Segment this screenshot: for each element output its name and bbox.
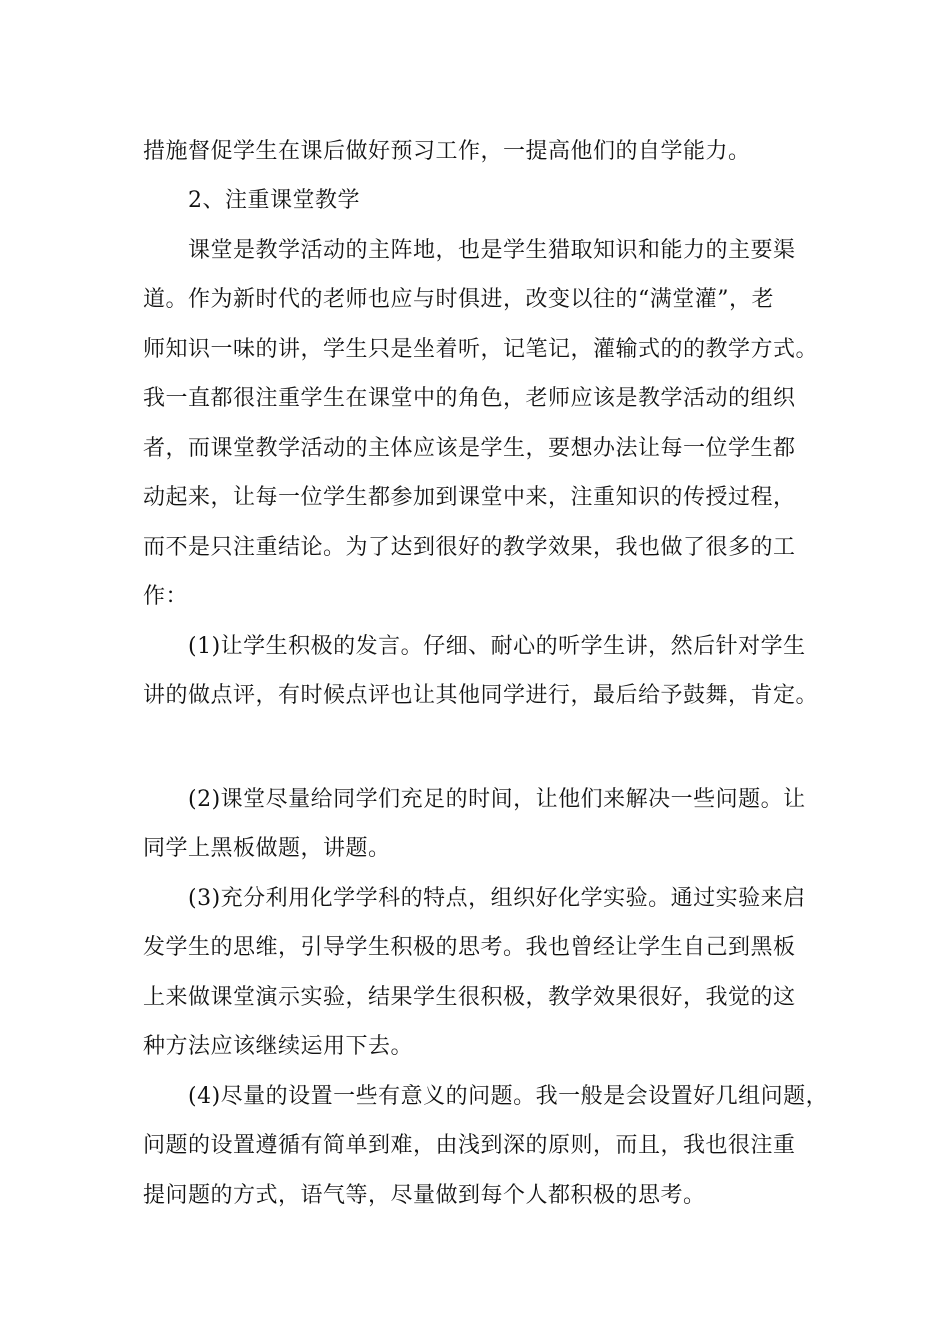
paragraph-line: 师知识一味的讲，学生只是坐着听，记笔记，灌输式的的教学方式。 (143, 337, 819, 362)
paragraph-line: 措施督促学生在课后做好预习工作，一提高他们的自学能力。 (143, 139, 751, 164)
list-item-3: (3)充分利用化学学科的特点，组织好化学实验。通过实验来启 (188, 886, 806, 911)
section-heading: 2、注重课堂教学 (188, 188, 360, 213)
paragraph-line: 问题的设置遵循有简单到难，由浅到深的原则，而且，我也很注重 (143, 1133, 796, 1158)
paragraph-line: 我一直都很注重学生在课堂中的角色，老师应该是教学活动的组织 (143, 386, 796, 411)
paragraph-line: 提问题的方式，语气等，尽量做到每个人都积极的思考。 (143, 1183, 706, 1208)
paragraph-line: 作： (143, 584, 189, 609)
list-item-4: (4)尽量的设置一些有意义的问题。我一般是会设置好几组问题， (188, 1084, 829, 1109)
paragraph-line: 者，而课堂教学活动的主体应该是学生，要想办法让每一位学生都 (143, 436, 796, 461)
paragraph-line: 种方法应该继续运用下去。 (143, 1034, 414, 1059)
paragraph-line: 发学生的思维，引导学生积极的思考。我也曾经让学生自己到黑板 (143, 935, 796, 960)
paragraph-line: 动起来，让每一位学生都参加到课堂中来，注重知识的传授过程， (143, 485, 796, 510)
paragraph-line: 课堂是教学活动的主阵地，也是学生猎取知识和能力的主要渠 (188, 238, 796, 263)
paragraph-line: 讲的做点评，有时候点评也让其他同学进行，最后给予鼓舞，肯定。 (143, 683, 819, 708)
paragraph-line: 而不是只注重结论。为了达到很好的教学效果，我也做了很多的工 (143, 535, 796, 560)
paragraph-line: 同学上黑板做题，讲题。 (143, 836, 391, 861)
list-item-1: (1)让学生积极的发言。仔细、耐心的听学生讲，然后针对学生 (188, 634, 806, 659)
list-item-2: (2)课堂尽量给同学们充足的时间，让他们来解决一些问题。让 (188, 787, 806, 812)
paragraph-line: 上来做课堂演示实验，结果学生很积极，教学效果很好，我觉的这 (143, 985, 796, 1010)
paragraph-line: 道。作为新时代的老师也应与时俱进，改变以往的“满堂灌”，老 (143, 287, 774, 312)
